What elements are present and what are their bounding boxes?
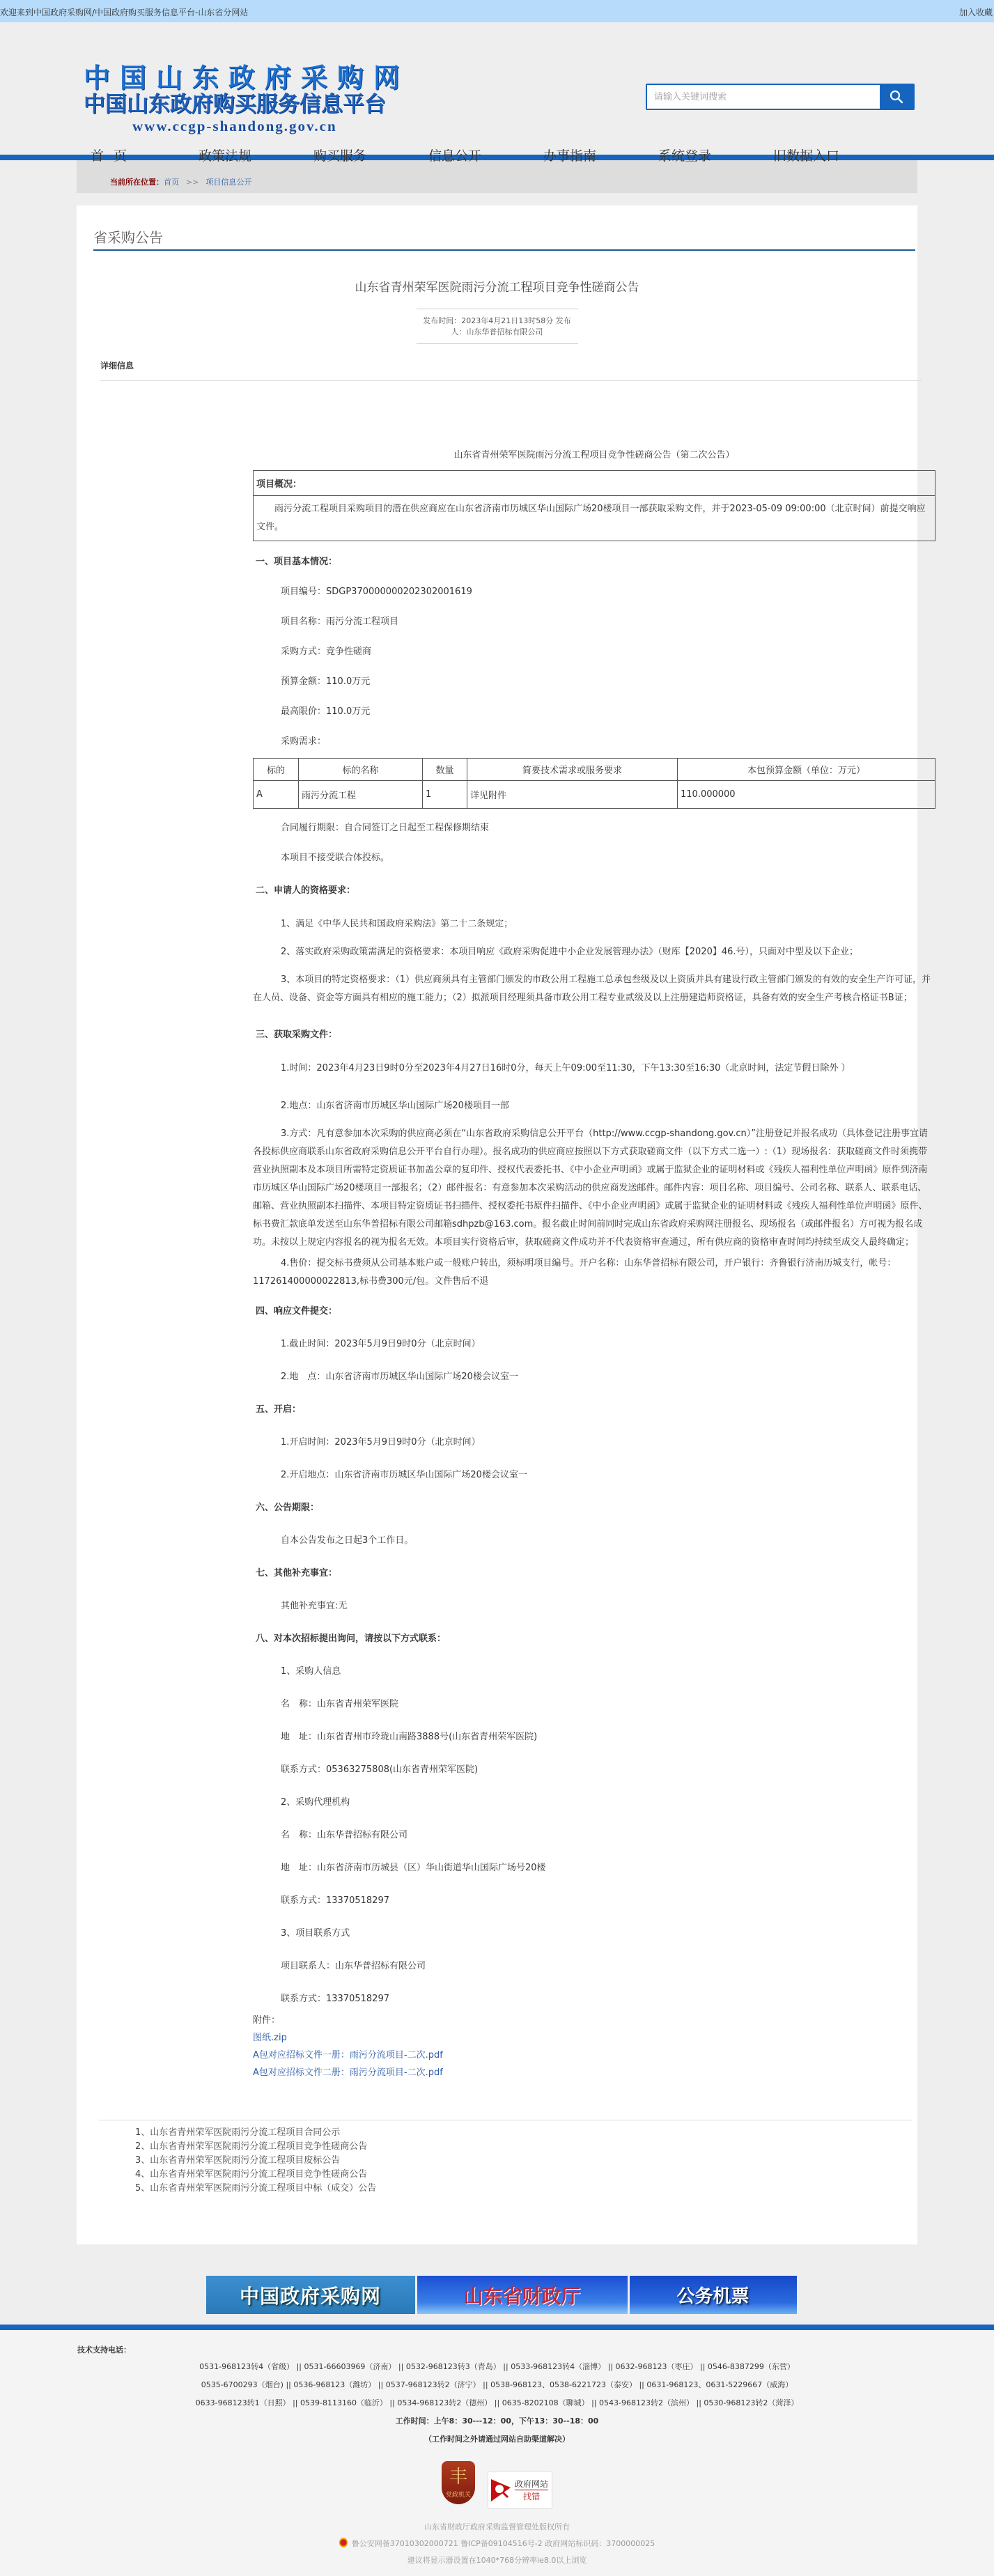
party-gov-badge[interactable] xyxy=(442,2461,475,2504)
related-notice-link[interactable]: 5、山东省青州荣军医院雨污分流工程项目中标（成交）公告 xyxy=(135,2183,377,2194)
nav-system-login[interactable]: 系统登录 xyxy=(658,148,712,164)
attachments-label: 附件： xyxy=(253,2015,281,2026)
phone-line: 0535-6700293（烟台) || 0536-968123（潍坊） || 0537-968123转2（济宁） || 0538-968123、0538-6221723（泰安） || 0631-968123、0631-5229667（威海） xyxy=(201,2380,793,2389)
article-meta: 发布时间：2023年4月21日13时58分 发布人：山东华普招标有限公司 xyxy=(417,309,578,344)
article-body xyxy=(253,381,935,2078)
project-contact-person: 项目联系人：山东华普招标有限公司 xyxy=(281,1961,426,1971)
table-cell: 1 xyxy=(423,781,467,809)
site-header xyxy=(0,22,994,164)
open-time: 1.开启时间：2023年5月9日9时0分（北京时间） xyxy=(281,1437,481,1448)
overview-label: 项目概况： xyxy=(254,471,935,496)
top-welcome-bar xyxy=(0,0,994,22)
detail-heading: 详细信息 xyxy=(100,359,922,381)
main-content xyxy=(77,205,931,2244)
agent-info-heading: 2、采购代理机构 xyxy=(281,1797,350,1808)
qualification-3: 3、本项目的特定资格要求：（1）供应商须具有主管部门颁发的市政公用工程施工总承包叁级及以上资质并具有建设行政主管部门颁发的有效的安全生产许可证，并在人员、设备、资金等方面具有相应的施工能力；（2）拟派项目经理须具备市政公用工程专业贰级及以上注册建造师资格证，具备有效的安全生产考核合格证书B证； xyxy=(253,975,931,1003)
phone-line: 0633-968123转1（日照） || 0539-8113160（临沂） || 0534-968123转2（德州） || 0635-8202108（聊城） || 0543-968123转2（滨州） || 0530-968123转2（菏泽） xyxy=(195,2398,799,2407)
agent-name: 名 称：山东华普招标有限公司 xyxy=(281,1830,408,1840)
add-favorite-link[interactable]: 加入收藏 xyxy=(958,8,993,17)
table-cell: 110.000000 xyxy=(678,781,935,809)
work-hours-note: （工作时间之外请通过网站自助渠道解决） xyxy=(424,2435,570,2444)
section-7-heading: 七、其他补充事宜： xyxy=(256,1568,338,1578)
breadcrumb xyxy=(77,160,917,193)
partner-banners xyxy=(8,2276,994,2314)
table-header-row xyxy=(254,759,935,781)
section-4-heading: 四、响应文件提交： xyxy=(256,1306,338,1317)
banner-official-tickets[interactable]: 公务机票 xyxy=(630,2276,797,2314)
breadcrumb-separator: >> xyxy=(186,178,199,187)
resolution-note: 建议将显示器设置在1040*768分辨率ie8.0以上浏览 xyxy=(407,2556,587,2565)
nav-old-data[interactable]: 旧数据入口 xyxy=(773,148,840,164)
work-hours: 工作时间：上午8：30---12：00，下午13：30--18：00 xyxy=(395,2416,599,2426)
section-8-heading: 八、对本次招标提出询问，请按以下方式联系： xyxy=(256,1634,446,1644)
footer-copyright-block xyxy=(0,2519,994,2569)
welcome-text: 欢迎来到中国政府采购网/中国政府购买服务信息平台-山东省分网站 xyxy=(0,8,249,17)
table-row xyxy=(254,781,935,809)
site-footer xyxy=(0,2330,994,2576)
logo-line-1: 中国山东政府采购网 xyxy=(84,62,410,93)
qualification-1: 1、满足《中华人民共和国政府采购法》第二十二条规定； xyxy=(281,919,513,929)
other-matters: 其他补充事宜:无 xyxy=(281,1601,348,1611)
banner-sd-finance[interactable]: 山东省财政厅 xyxy=(417,2276,628,2314)
table-cell: 雨污分流工程 xyxy=(299,781,423,809)
project-contact-phone: 联系方式：13370518297 xyxy=(281,1994,389,2004)
overview-text: 雨污分流工程项目采购项目的潜在供应商应在山东省济南市历城区华山国际广场20楼项目一部获取采购文件，并于2023-05-09 09:00:00（北京时间）前提交响应文件。 xyxy=(256,504,926,532)
buyer-phone: 联系方式：05363275808(山东省青州荣军医院) xyxy=(281,1764,479,1775)
site-logo[interactable] xyxy=(84,64,446,135)
banner-ccgp[interactable]: 中国政府采购网 xyxy=(206,2276,415,2314)
party-gov-badge-text: 党政机关 xyxy=(445,2492,471,2499)
search-input[interactable] xyxy=(647,85,880,109)
table-cell: 详见附件 xyxy=(467,781,678,809)
search-icon xyxy=(890,90,903,104)
tech-support-heading: 技术支持电话： xyxy=(77,2345,131,2354)
buyer-info-heading: 1、采购人信息 xyxy=(281,1666,341,1677)
related-notice-link[interactable]: 4、山东省青州荣军医院雨污分流工程项目竞争性磋商公告 xyxy=(135,2169,368,2180)
agent-phone: 联系方式：13370518297 xyxy=(281,1895,389,1906)
obtain-price: 4.售价：提交标书费须从公司基本账户或一般账户转出，须标明项目编号。开户名称：山东华普招标有限公司，开户银行：齐鲁银行济南历城支行，帐号：117261400000022813,标书费300元/包。文件售后不退 xyxy=(253,1258,896,1287)
obtain-place: 2.地点：山东省济南市历城区华山国际广场20楼项目一部 xyxy=(281,1101,509,1111)
attachments xyxy=(253,2012,935,2078)
obtain-method: 3.方式：凡有意参加本次采购的供应商必须在“山东省政府采购信息公开平台（http://www.ccgp-shandong.gov.cn）”注册登记并报名成功（具体登记注册事宜请各投标供应商联系山东省政府采购信息公开平台自行办理）。报名成功的供应商应按照以下方式获取磋商文件（以下方式二选一）:（1）现场报名：获取磋商文件时须携带营业执照副本及本项目所需特定资质证书加盖公章的复印件、授权代表委托书、《中小企业声明函》或属于监狱企业的证明材料或《残疾人福利性单位声明函》原件到济南市历城区华山国际广场20楼项目一部报名；（2）邮件报名：有意参加本次采购活动的供应商发送邮件。邮件内容：项目名称、项目编号、公司名称、联系人、联系电话、邮箱、营业执照副本扫描件、本项目特定资质证书扫描件、授权委托书原件扫描件、《中小企业声明函》或属于监狱企业的证明材料或《残疾人福利性单位声明函》原件、标书费汇款底单发送至山东华普招标有限公司邮箱sdhpzb@163.com。报名截止时间前同时完成山东省政府采购网注册报名、现场报名（或邮件报名）方可视为报名成功。未按以上规定内容报名的视为报名无效。本项目实行资格后审，获取磋商文件成功并不代表资格审查通过，所有供应商的资格审查时间均持续至成交人最终确定； xyxy=(253,1128,928,1248)
related-notice-link[interactable]: 3、山东省青州荣军医院雨污分流工程项目废标公告 xyxy=(135,2155,341,2166)
table-header: 标的名称 xyxy=(299,759,423,781)
copyright: 山东省财政厅政府采购监督管理处版权所有 xyxy=(424,2522,570,2531)
buyer-address: 地 址：山东省青州市玲珑山南路3888号(山东省青州荣军医院) xyxy=(281,1732,538,1742)
magnifier-flag-icon xyxy=(491,2478,511,2503)
section-2-heading: 二、申请人的资格要求： xyxy=(256,885,356,896)
submit-place: 2.地 点：山东省济南市历城区华山国际广场20楼会议室一 xyxy=(281,1372,518,1382)
budget-amount: 预算金额：110.0万元 xyxy=(281,676,371,687)
logo-url: www.ccgp-shandong.gov.cn xyxy=(132,118,337,134)
breadcrumb-current[interactable]: 项目信息公开 xyxy=(205,178,252,187)
notice-period: 自本公告发布之日起3个工作日。 xyxy=(281,1535,414,1546)
requirements-table xyxy=(253,758,935,809)
nav-purchase-service[interactable]: 购买服务 xyxy=(313,148,367,164)
phone-line: 0531-968123转4（省级） || 0531-66603969（济南） || 0532-968123转3（青岛） || 0533-968123转4（淄博） || 0632-968123（枣庄） || 0546-8387299（东营） xyxy=(199,2362,795,2371)
related-notices xyxy=(99,2120,912,2196)
related-notice-link[interactable]: 2、山东省青州荣军医院雨污分流工程项目竞争性磋商公告 xyxy=(135,2141,368,2152)
party-emblem-icon: 丰 xyxy=(449,2467,467,2488)
project-number: 项目编号：SDGP370000000202302001619 xyxy=(281,587,472,597)
footer-divider xyxy=(0,2325,994,2330)
table-cell: A xyxy=(254,781,299,809)
table-header: 本包预算金额（单位：万元） xyxy=(678,759,935,781)
gov-site-error-report-badge[interactable] xyxy=(488,2471,552,2509)
qualification-2: 2、落实政府采购政策需满足的资格要求：本项目响应《政府采购促进中小企业发展管理办法》（财库【2020】46.号），只面对中型及以下企业； xyxy=(281,947,859,957)
search-button[interactable] xyxy=(880,85,913,109)
logo-line-2: 中国山东政府购买服务信息平台 xyxy=(84,92,386,117)
agent-address: 地 址：山东省济南市历城县（区）华山街道华山国际广场号20楼 xyxy=(281,1863,546,1873)
demand-label: 采购需求： xyxy=(281,736,327,747)
search-box xyxy=(646,84,915,110)
related-notice-link[interactable]: 1、山东省青州荣军医院雨污分流工程项目合同公示 xyxy=(135,2127,341,2138)
procurement-method: 采购方式：竞争性磋商 xyxy=(281,646,372,657)
buyer-name: 名 称：山东省青州荣军医院 xyxy=(281,1699,399,1709)
section-title: 省采购公告 xyxy=(93,226,915,251)
section-6-heading: 六、公告期限： xyxy=(256,1503,320,1513)
breadcrumb-label: 当前所在位置： xyxy=(110,178,164,187)
consortium-note: 本项目不接受联合体投标。 xyxy=(281,853,390,863)
attachment-link[interactable]: A包对应招标文件一册：雨污分流项目-二次.pdf xyxy=(253,2050,443,2061)
submit-deadline: 1.截止时间：2023年5月9日9时0分（北京时间） xyxy=(281,1339,481,1349)
nav-policy[interactable]: 政策法规 xyxy=(199,148,252,164)
footer-badges xyxy=(0,2461,994,2509)
attachment-link[interactable]: 图纸.zip xyxy=(253,2033,287,2043)
attachment-link[interactable]: A包对应招标文件二册：雨污分流项目-二次.pdf xyxy=(253,2067,443,2078)
section-1-heading: 一、项目基本情况： xyxy=(256,557,338,567)
table-header: 数量 xyxy=(423,759,467,781)
document-title: 山东省青州荣军医院雨污分流工程项目竞争性磋商公告（第二次公告） xyxy=(453,450,735,460)
section-5-heading: 五、开启： xyxy=(256,1404,302,1415)
obtain-time: 1.时间：2023年4月23日9时0分至2023年4月27日16时0分，每天上午09:00至11:30，下午13:30至16:30（北京时间，法定节假日除外 ） xyxy=(281,1063,851,1073)
project-contact-heading: 3、项目联系方式 xyxy=(281,1928,350,1939)
contract-period: 合同履行期限：自合同签订之日起至工程保修期结束 xyxy=(281,823,490,833)
nav-guide[interactable]: 办事指南 xyxy=(543,148,597,164)
article-title: 山东省青州荣军医院雨污分流工程项目竞争性磋商公告 xyxy=(355,281,639,295)
max-price: 最高限价：110.0万元 xyxy=(281,706,371,717)
nav-info-public[interactable]: 信息公开 xyxy=(428,148,482,164)
open-place: 2.开启地点：山东省济南市历城区华山国际广场20楼会议室一 xyxy=(281,1470,527,1480)
table-header: 简要技术需求或服务要求 xyxy=(467,759,678,781)
police-emblem-icon xyxy=(339,2538,348,2547)
nav-home[interactable]: 首页 xyxy=(91,148,137,164)
badge-text-top: 政府网站 xyxy=(515,2479,549,2489)
project-name: 项目名称：雨污分流工程项目 xyxy=(281,616,399,627)
beian-link[interactable]: 鲁公安网备37010302000721 鲁ICP备09104516号-2 政府网站标识码：3700000025 xyxy=(351,2539,655,2548)
table-header: 标的 xyxy=(254,759,299,781)
overview-box xyxy=(253,470,935,541)
badge-text-bottom: 找错 xyxy=(523,2492,541,2501)
breadcrumb-home[interactable]: 首页 xyxy=(164,178,179,187)
section-3-heading: 三、获取采购文件： xyxy=(256,1030,338,1040)
tech-support-phones xyxy=(0,2358,994,2412)
main-nav xyxy=(91,146,888,164)
